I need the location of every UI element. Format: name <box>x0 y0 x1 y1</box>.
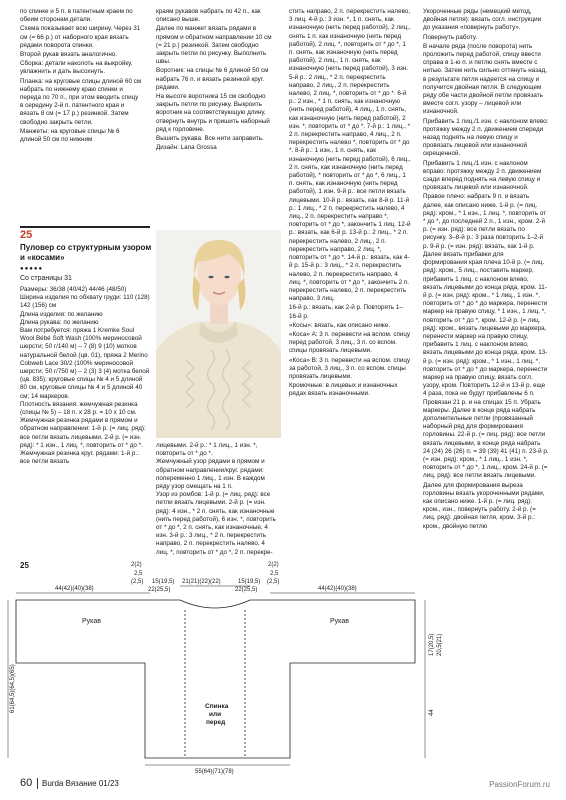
paragraph: Кромочные: в лицевых и изнаночных рядах вязать изнаночными. <box>289 382 398 398</box>
designer-credit: Дизайн: Lana Grossa <box>156 144 217 152</box>
schematic-drawing <box>0 558 566 775</box>
paragraph: «Коса» А: 3 п. перевести на вспом. спицу перед работой, 3 лиц., 3 п. со вспом. спицы провязать лицевыми. <box>289 330 411 355</box>
body-label: Спинка <box>205 703 229 710</box>
body-label: перед <box>206 719 226 726</box>
paragraph: «Коса» В: 3 п. перевести на вспом. спицу за работой, 3 лиц., 3 п. со вспом. спицы провязать лицевыми. <box>289 356 411 380</box>
text-column-3 <box>289 8 411 400</box>
garment-schematic <box>0 558 566 775</box>
paragraph: Жемчужный узор рядами в прямом и обратном направлении/круг. рядами: попеременно 1 лиц., 1 изн. В каждом ряду узор смещать на 1 п. <box>156 458 265 491</box>
section-divider <box>20 226 150 228</box>
paragraph: «Косы»: вязать, как описано ниже. <box>289 321 391 329</box>
spec: Длина изделия: по желанию <box>20 310 103 318</box>
paragraph: Укороченные ряды (немецкий метод, двойная петля): вязать согл. инструкции до указания «повернуть работу». <box>423 8 542 32</box>
dimension-label: 22(25,5) <box>235 587 258 593</box>
sleeve-label: Рукав <box>330 618 349 625</box>
dimension-label: (2,5) <box>267 579 280 585</box>
page-footer <box>20 775 550 793</box>
watermark-site: PassionForum.ru <box>489 780 550 789</box>
dimension-label: 2(2) <box>131 562 142 568</box>
paragraph: по спинке и 5 п. в патентным краем по обеим сторонам детали. <box>20 8 133 24</box>
footer-divider <box>37 778 38 789</box>
dimension-label: 44 <box>429 709 435 716</box>
dimension-label: 44(42)(40)(38) <box>318 586 357 592</box>
magazine-name: Burda Вязание 01/23 <box>42 779 119 788</box>
paragraph: Вышить рукава. Все нити заправить. <box>156 135 264 143</box>
paragraph: Планка: на круговые спицы длиной 60 см набрать по нижнему краю спинки и переда по 70 п., при этом вводить спицу в середину 2-й п. патентного края и вязать 8 см (= 17 р.) резинкой. Затем свободно закрыть петли. <box>20 77 142 126</box>
difficulty-rating: ●●●●● <box>20 266 44 272</box>
paragraph: Далее по манжет вязать рядами в прямом и обратном направлении 10 см (= 21 р.) резинкой. Затем свободно закрыть петли по рисунку. Выполнить швы. <box>156 25 272 66</box>
paragraph: Повернуть работу. <box>423 33 478 41</box>
paragraph: краям рукавов набрать по 42 п., как описано выше. <box>156 8 261 24</box>
pattern-caption <box>156 442 278 557</box>
text-column-2 <box>156 8 276 153</box>
spec: Жемчужная резинка круг. рядами: 1-й р.: все петли вязать <box>20 450 139 466</box>
dimension-label: (2,5) <box>131 579 144 585</box>
dimension-label: 20,5(21) <box>437 633 443 656</box>
dimension-label: 21(21)(22)(22) <box>182 579 221 585</box>
paragraph: Узор из ромбов: 1-й р. (= лиц. ряд): все петли вязать лицевыми. 2-й р. (= изн. ряд): 4 изн., * 2 п. снять, как изнаночные (нить перед работой), 6 изн. *, повторить от * до *, 2 п. снять, как изнаночные, 4 изн. 3-й р.: 3 лиц., * 2 п. перекрестить направо, 2 п. перекрестить налево, 4 лиц. *, повторить от * до *, 2 п. перекре- <box>156 491 276 556</box>
dimension-label: 2,5 <box>134 571 143 577</box>
body-label: или <box>209 711 222 718</box>
paragraph: В начале ряда (после поворота) нить проложить перед работой, спицу ввести справа в 1-ю п. и петлю снять вместе с нитью. Затем нить сильно оттянуть назад, в результате петля надеется на спицу и получится двойная петля. В следующем ряду обе части двойной петли провязать вместе согл. узору – лицевой или изнаночной. <box>423 42 548 116</box>
dimension-label: 17(20,5) <box>429 633 435 656</box>
dimension-label: 61(64,5)(64,5)(65) <box>10 664 16 713</box>
pattern-number: 25 <box>20 229 33 241</box>
paragraph: Манжеты: на круговые спицы № 6 длиной 50 см по нижним <box>20 127 120 144</box>
spec: Ширина изделия по обхвату груди: 110 (128) 142 (156) см <box>20 294 150 310</box>
spec: Длина рукава: по желанию <box>20 318 99 326</box>
spec: Размеры: 36/38 (40/42) 44/46 (48/50) <box>20 286 127 293</box>
spec: Жемчужная резинка рядами в прямом и обратном направлении: 1-й р. (= лиц. ряд): все петли вязать лицевыми. 2-й р. (= изн. ряд): * 1 изн., 1 лиц. *, повторить от * до *. <box>20 417 146 449</box>
text-column-4 <box>423 8 549 532</box>
model-photo <box>156 230 281 438</box>
diagram-number: 25 <box>20 561 29 570</box>
dimension-label: 2,5 <box>270 571 279 577</box>
model-photo-illustration <box>156 230 281 438</box>
page-reference: Со страницы 31 <box>20 275 72 282</box>
paragraph: Правое плечо: набрать 9 п. и вязать далее, как описано ниже. 1-й р. (= лиц. ряд): кром., * 1 изн., 1 лиц. *, повторить от * до *, до последней 2 п., 1 изн., кром. 2-й р. (= изн. ряд): все петли вязать по рисунку. 3–8-й р.: 3 раза повторить 1–2-й р. 9-й р. (= изн. ряд): вязать, как 1-й р. Далее вязать прибавки для формирования края плеча 10-й р. (= лиц. ряд): кром., 5 лиц., поставить маркер, прибавить 1 лиц. с наклоном влево, вязать лицевыми до конца ряда, кром. 11-й р. (= изн. ряд): кром., * 1 лиц., 1 изн. *, повторить от * до * до маркера, перенести маркер на правую спицу, * 1 изн., 1 лиц. *, повторить от * до *, кром. 12-й р. (= лиц. ряд): кром., вязать лицевыми до маркера, перенести маркер на правую спицу, прибавить 1 лиц. с наклоном влево, вязать лицевыми до конца ряда, кром. 13-й р. (= изн. ряд): кром., * 1 изн., 1 лиц. *, повторить от * до * до маркера, перенести маркер на правую спицу, вязать согл. узору, кром. Повторить 12-й и 13-й р. еще 4 раза, пока не будут прибавлены 6 п. Провязан 21 р. и на спицах 15 п. Убрать маркеры. Далее в конце ряда набрать дополнительные петли (провязанный наборный ряд для формирования горловины. 22-й р. (= лиц. ряд): все петли вязать лицевыми, в конце ряда набрать 24 (24) 26 (26) п. = 39 (39) 41 (41) п. 23-й р. (= изн. ряд): кром., * 1 лиц., 1 изн. *, повторить от * до *, 1 лиц., кром. 24-й р. (= лиц. ряд): все петли вязать лицевыми. <box>423 193 549 480</box>
pattern-specs <box>20 286 150 466</box>
dimension-label: 22(25,5) <box>148 587 171 593</box>
page-number: 60 <box>20 777 33 789</box>
paragraph: стить направо, 2 п. перекрестить налево, 3 лиц. 4-й р.: 3 изн. *, 1 п. снять, как изнаночную (нить перед работой), 2 лиц., снять 1 п. как изнаночную (нить перед работой), 2 лиц. *, повторить от * до *, 1 п. снять, как изнаночную (нить перед работой), 2 лиц., 1 п. снять, как изнаночную (нить перед работой), 3 изн. 5-й р.: 2 лиц., * 2 п. перекрестить направо, 2 лиц., 2 п. перекрестить налево, 2 лиц. *, повторить от * до *. 6-й р.: 2 изн., * 1 п. снять, как изнаночную (нить перед работой), 4 лиц., 1 п. снять, как изнаночную (нить перед работой), 2 изн. *, повторить от * до *. 7-й р.: 1 лиц., * 2 п. перекрестить направо, 4 лиц., 2 п. перекрестить налево *, повторить от * до *. 8-й р.: 1 изн., 1 п. снять, как изнаночную (нить перед работой), 6 лиц., 2 п. снять, как изнаночную (нить перед работой), * повторить от * до *, 6 лиц., 1 п. снять, как изнаночную (нить перед работой), 1 изн. 9-й р.: все петли вязать лицевыми. 10-й р.: вязать, как 8-й р. 11-й р.: 1 лиц., * 2 п. перекрестить налево, 4 лиц., 2 п. перекрестить направо *, повторить от * до *, закончить 1 лиц. 12-й р.: вязать, как 6-й р. 13-й р.: 2 лиц., * 2 п. перекрестить налево, 2 лиц., 2 п. перекрестить направо, 2 лиц. *, повторить от * до *. 14-й р.: вязать, как 4-й р. 15-й р.: 3 лиц., * 2 п. перекрестить налево, 2 п. перекрестить направо, 4 лиц. *, повторить от * до *, закончить 2 п. перекрестить налево, 2 п. перекрестить направо, 3 лиц. <box>289 8 411 303</box>
paragraph: Прибавить 1 лиц./1 изн. с наклоном влево: протяжку между 2 п. движением спереди назад поднять на левую спицу и провязать лицевой или изнаночной скрещенной. <box>423 117 549 158</box>
text-column-1 <box>20 8 142 145</box>
paragraph: Воротник: на спицы № 6 длиной 50 см набрать 76 п. и вязать резинкой круг. рядами. <box>156 67 269 91</box>
dimension-label: 55(64)(71)(78) <box>195 769 234 775</box>
paragraph: Второй рукав вязать аналогично. <box>20 51 118 59</box>
paragraph: лицевыми. 2-й р.: * 1 лиц., 1 изн. *, повторить от * до *. <box>156 442 258 458</box>
garment-outline <box>16 600 415 758</box>
dimension-label: 2(2) <box>268 562 279 568</box>
dimension-label: 15(19,5) <box>238 579 261 585</box>
paragraph: Сборка: детали наколоть на выкройку, увлажнить и дать высохнуть. <box>20 60 133 76</box>
spec: Плотность вязания: жемчужная резинка (спицы № 5) – 18 п. x 28 р. = 10 x 10 см. <box>20 400 138 417</box>
spec: Вам потребуется: пряжа 1 Kremke Soul Wool Bébé Soft Wash (100% мериносовой шерсти; 50 г/140 м) – 7 (8) 9 (10) мотков натуральной белой (цв. 01), пряжа 2 Merino Cobweb Lace 30/2 (100% мериносовой шерсти; 50 г/750 м) – 2 (3) 3 (4) мотка белой (цв. 835); круговые спицы № 4 и 5 длиной 80 см, круговые спицы № 4 и 5 длиной 40 см; 14 маркеров. <box>20 327 150 400</box>
dimension-label: 44(42)(40)(38) <box>55 586 94 592</box>
pattern-title: Пуловер со структурным узором и «косами» <box>20 243 152 262</box>
paragraph: Прибавить 1 лиц./1 изн. с наклоном вправо: протяжку между 2 п. движением сзади вперед поднять на левую спицу и провязать лицевой или изнаночной. <box>423 159 542 192</box>
sleeve-label: Рукав <box>82 618 101 625</box>
paragraph: На высоте воротника 15 см свободно закрыть петли по рисунку. Выкроить воротник на соответствующую длину, отвернуть внутрь и пришить наборный ряд к горловине. <box>156 93 270 133</box>
paragraph: Далее для формирования выреза горловины вязать укороченными рядами, как описано ниже. 1-й р. (= лиц. ряд): кром., изн., повернуть работу. 2-й р. (= лиц. ряд): двойная петля, кром. 3-й р.: кром., двойную петлю <box>423 481 545 530</box>
paragraph: 16-й р.: вязать, как 2-й р. Повторять 1–16-й р. <box>289 304 403 320</box>
paragraph: Схема показывает всю ширину. Через 31 см (= 66 р.) от наборного края вязать рядами поворота спинки. <box>20 25 141 49</box>
dimension-label: 15(19,5) <box>152 579 175 585</box>
